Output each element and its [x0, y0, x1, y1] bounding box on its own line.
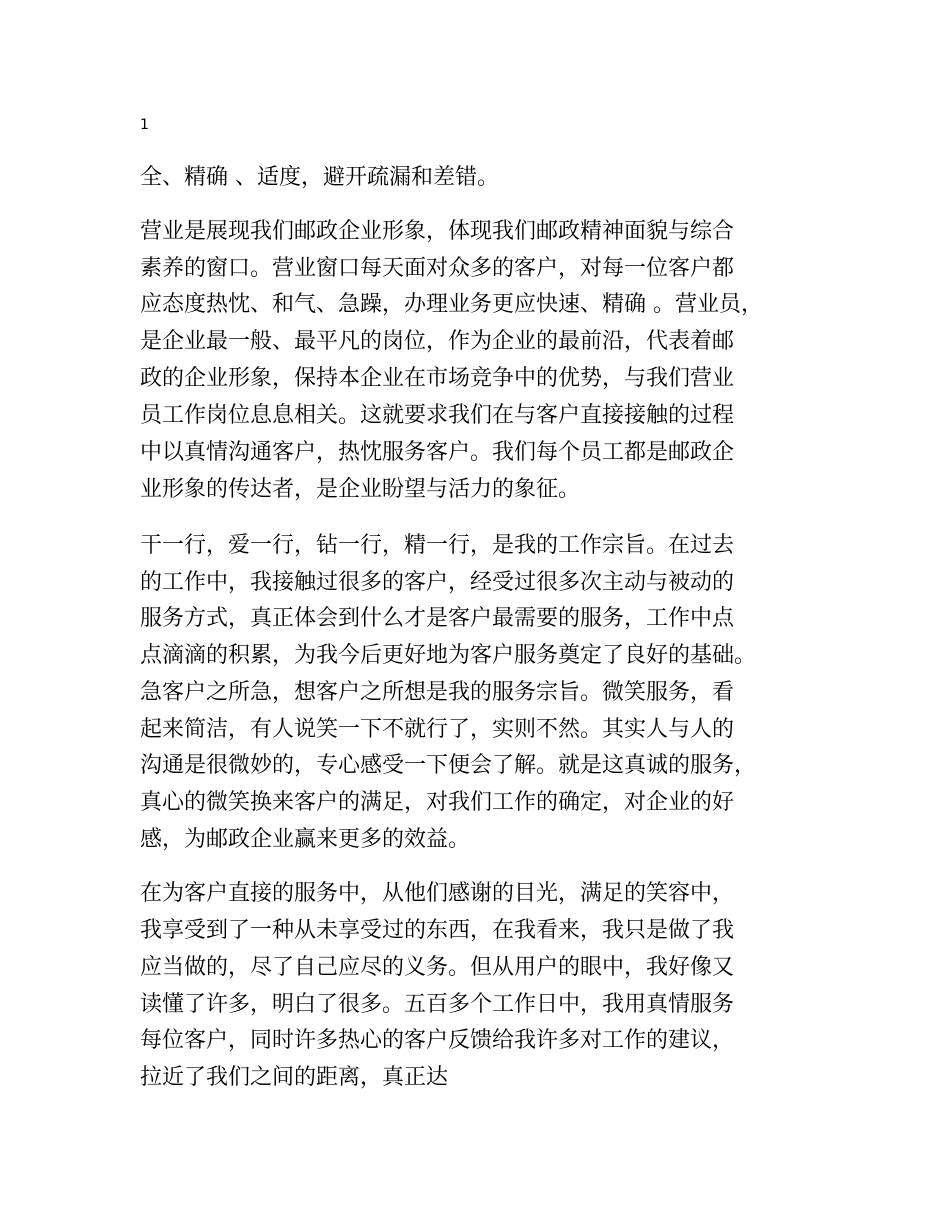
paragraph-3-line-2: 的工作中，我接触过很多的客户，经受过很多次主动与被动的 [140, 570, 735, 595]
paragraph-2-line-7: 中以真情沟通客户，热忱服务客户。我们每个员工都是邮政企 [140, 440, 735, 465]
paragraph-3-line-6: 起来简洁，有人说笑一下不就行了，实则不然。其实人与人的 [140, 717, 735, 742]
paragraph-2-line-6: 员工作岗位息息相关。这就要求我们在与客户直接接触的过程 [140, 403, 735, 428]
paragraph-2-line-1: 营业是展现我们邮政企业形象，体现我们邮政精神面貌与综合 [140, 219, 735, 244]
paragraph-2-line-4: 是企业最一般、最平凡的岗位，作为企业的最前沿，代表着邮 [140, 329, 735, 354]
paragraph-3-line-4: 点滴滴的积累，为我今后更好地为客户服务奠定了良好的基础。 [140, 643, 757, 668]
paragraph-4-line-4: 读懂了许多，明白了很多。五百多个工作日中，我用真情服务 [140, 992, 735, 1017]
paragraph-4-line-3: 应当做的，尽了自己应尽的义务。但从用户的眼中，我好像又 [140, 955, 735, 980]
paragraph-3-line-9: 感，为邮政企业赢来更多的效益。 [140, 827, 471, 852]
paragraph-3-line-8: 真心的微笑换来客户的满足，对我们工作的确定，对企业的好 [140, 790, 735, 815]
paragraph-2-line-5: 政的企业形象，保持本企业在市场竞争中的优势，与我们营业 [140, 366, 735, 391]
paragraph-3-line-1: 干一行，爱一行，钻一行，精一行，是我的工作宗旨。在过去 [140, 533, 735, 558]
paragraph-2-line-8: 业形象的传达者，是企业盼望与活力的象征。 [140, 477, 581, 502]
paragraph-1-line-1: 全、精确 、适度，避开疏漏和差错。 [140, 165, 499, 190]
paragraph-4-line-2: 我享受到了一种从未享受过的东西，在我看来，我只是做了我 [140, 918, 735, 943]
paragraph-2-line-2: 素养的窗口。营业窗口每天面对众多的客户，对每一位客户都 [140, 256, 735, 281]
page-number: 1 [140, 117, 149, 133]
paragraph-4-line-5: 每位客户，同时许多热心的客户反馈给我许多对工作的建议， [140, 1028, 735, 1053]
paragraph-3-line-3: 服务方式，真正体会到什么才是客户最需要的服务，工作中点 [140, 606, 735, 631]
paragraph-3-line-7: 沟通是很微妙的，专心感受一下便会了解。就是这真诚的服务， [140, 753, 757, 778]
paragraph-2-line-3: 应态度热忱、和气、急躁，办理业务更应快速、精确 。营业员， [140, 292, 763, 317]
paragraph-3-line-5: 急客户之所急，想客户之所想是我的服务宗旨。微笑服务，看 [140, 680, 735, 705]
paragraph-4-line-1: 在为客户直接的服务中，从他们感谢的目光，满足的笑容中， [140, 881, 735, 906]
paragraph-4-line-6: 拉近了我们之间的距离，真正达 [140, 1065, 449, 1090]
